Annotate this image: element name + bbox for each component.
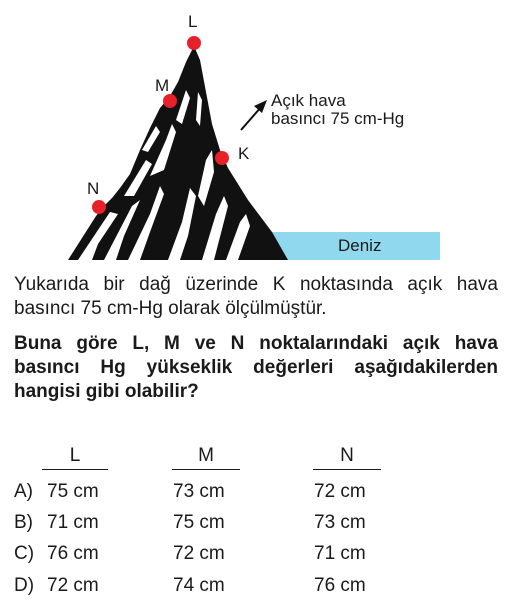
option-b-letter: B) (14, 512, 33, 533)
stem-line-1: Yukarıda bir dağ üzerinde K noktasında açık hava (14, 274, 498, 295)
question-line-1: Buna göre L, M ve N noktalarındaki açık hava (14, 333, 498, 354)
option-b-n-value: 73 cm (314, 512, 366, 533)
option-d-n-value: 76 cm (314, 575, 366, 596)
option-a-l-value: 75 cm (47, 481, 99, 502)
mountain-illustration (0, 0, 511, 270)
option-c-m-value: 72 cm (173, 543, 225, 564)
question-line-2: basıncı Hg yükseklik değerleri aşağıdakilerden (14, 357, 498, 378)
pressure-note-line1: Açık hava (271, 91, 346, 110)
option-b-m-value: 75 cm (173, 512, 225, 533)
column-rule-m (172, 469, 240, 470)
column-header-l: L (69, 445, 81, 466)
option-b-l-value: 71 cm (47, 512, 99, 533)
column-header-n: N (340, 445, 354, 466)
option-d-l-value: 72 cm (47, 575, 99, 596)
point-k-label: K (238, 144, 250, 163)
option-c-letter: C) (14, 543, 35, 564)
option-a-m-value: 73 cm (173, 481, 225, 502)
point-n-marker (92, 200, 106, 214)
option-a-n-value: 72 cm (314, 481, 366, 502)
mountain-figure (0, 0, 511, 270)
pressure-arrow (241, 100, 267, 130)
point-k-marker (215, 151, 229, 165)
point-m-marker (163, 94, 177, 108)
point-n-label: N (87, 179, 100, 198)
point-l-label: L (188, 12, 198, 31)
question-prompt (14, 332, 498, 404)
sea-label: Deniz (338, 236, 382, 255)
question-stem (14, 273, 498, 321)
option-d-letter: D) (14, 575, 35, 596)
column-rule-n (313, 469, 381, 470)
option-c-n-value: 71 cm (314, 543, 366, 564)
option-c-l-value: 76 cm (47, 543, 99, 564)
point-l-marker (187, 36, 201, 50)
option-a-letter: A) (14, 481, 33, 502)
column-header-m: M (198, 445, 214, 466)
pressure-note-line2: basıncı 75 cm-Hg (271, 109, 405, 128)
question-line-3: hangisi gibi olabilir? (14, 381, 199, 402)
column-rule-l (42, 469, 108, 470)
stem-line-2: basıncı 75 cm-Hg olarak ölçülmüştür. (14, 298, 327, 319)
option-d-m-value: 74 cm (173, 575, 225, 596)
point-m-label: M (155, 76, 170, 95)
